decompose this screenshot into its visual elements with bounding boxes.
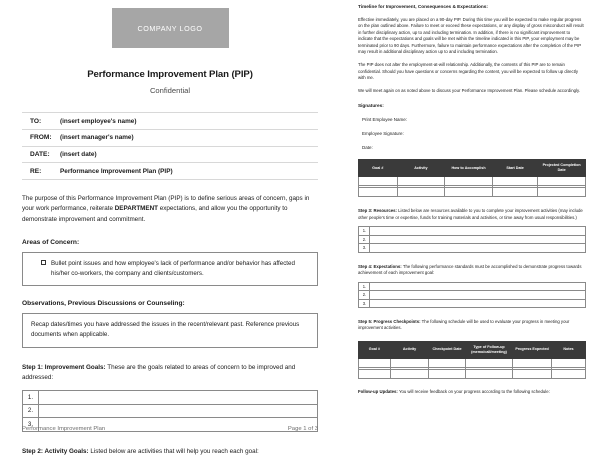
- cell-projected-completion-date[interactable]: [538, 188, 586, 197]
- cell-checkpoint-date[interactable]: [429, 358, 465, 367]
- signature-date[interactable]: Date:: [362, 145, 373, 151]
- table-header-row: [359, 341, 586, 358]
- memo-value-from: (insert manager's name): [60, 134, 134, 142]
- step3-row-input[interactable]: [370, 244, 586, 253]
- cell-start-date[interactable]: [492, 176, 537, 185]
- at-will-paragraph: The PIP does not alter the employment-at-will relationship. Additionally, the contents of this PIP are to remain confidential. Should you have questions or concerns regarding the content, you will be expected to follow up directly with me.: [358, 62, 578, 81]
- memo-row-from: [22, 130, 318, 147]
- step2-label: Step 2: Activity Goals:: [22, 447, 89, 455]
- cell-start-date[interactable]: [492, 188, 537, 197]
- step3-row-number: 2.: [359, 235, 370, 244]
- pip-page-2: [340, 0, 600, 450]
- col-activity: Activity: [390, 341, 429, 358]
- step2-heading: [22, 447, 318, 457]
- step1-row-number: 3.: [23, 418, 39, 432]
- step5-description: The following schedule will be used to evaluate your progress in meeting your improvement activities.: [358, 319, 570, 331]
- col-projected-completion-date: Projected Completion Date: [538, 160, 586, 177]
- cell-activity[interactable]: [390, 370, 429, 379]
- step3-row-number: 3.: [359, 244, 370, 253]
- footer-document-name: Performance Improvement Plan: [22, 426, 106, 432]
- step3-description: Listed below are resources available to you to complete your improvement activities (may include other people's time or expertise, funds for training materials and activities, or time away from usual responsibilities.): [358, 208, 583, 220]
- page-subtitle: Confidential: [149, 86, 191, 95]
- followup-label: Follow-up Updates:: [358, 389, 398, 394]
- progress-checkpoints-table[interactable]: [358, 341, 586, 379]
- areas-of-concern-heading: Areas of Concern:: [22, 238, 80, 246]
- cell-progress-expected[interactable]: [513, 370, 552, 379]
- col-goal-number: Goal #: [359, 160, 398, 177]
- col-notes: Notes: [551, 341, 585, 358]
- purpose-text-bold: DEPARTMENT: [114, 205, 159, 213]
- areas-of-concern-box: [22, 252, 318, 287]
- observations-box: Recap dates/times you have addressed the issues in the recent/relevant past. Reference previous documents when applicable.: [22, 313, 318, 348]
- followup-description: You will receive feedback on your progress according to the following schedule:: [397, 389, 550, 394]
- cell-activity[interactable]: [390, 358, 429, 367]
- memo-value-date: (insert date): [60, 151, 97, 159]
- cell-activity[interactable]: [397, 176, 445, 185]
- step3-row-number: 1.: [359, 227, 370, 236]
- table-row[interactable]: [359, 370, 586, 379]
- table-row[interactable]: [359, 188, 586, 197]
- signature-employee[interactable]: Employee Signature:: [362, 131, 404, 137]
- signatures-heading: Signatures:: [358, 103, 384, 109]
- cell-notes[interactable]: [551, 370, 585, 379]
- col-activity: Activity: [397, 160, 445, 177]
- step4-label: Step 4: Expectations:: [358, 263, 402, 269]
- step1-row-number: 2.: [23, 404, 39, 418]
- cell-goal-number[interactable]: [359, 176, 398, 185]
- purpose-paragraph: [22, 194, 318, 225]
- followup-updates-heading: [358, 389, 586, 395]
- timeline-heading: Timeline for Improvement, Consequences & Expectations:: [358, 4, 488, 9]
- table-row[interactable]: [359, 235, 586, 244]
- table-row[interactable]: [23, 404, 318, 418]
- step4-expectations-table[interactable]: [358, 282, 586, 309]
- step4-row-number: 3.: [359, 299, 370, 308]
- memo-row-to: [22, 112, 318, 130]
- logo-container: [22, 6, 318, 48]
- step1-row-input[interactable]: [39, 404, 318, 418]
- observations-heading: Observations, Previous Discussions or Counseling:: [22, 300, 185, 308]
- table-row[interactable]: [359, 176, 586, 185]
- step4-row-number: 1.: [359, 282, 370, 291]
- page-footer: [22, 426, 318, 432]
- memo-row-date: [22, 147, 318, 164]
- table-row[interactable]: [359, 282, 586, 291]
- step4-row-input[interactable]: [370, 282, 586, 291]
- step1-row-input[interactable]: [39, 391, 318, 405]
- meeting-paragraph: We will meet again on as noted above to discuss your Performance Improvement Plan. Please schedule accordingly.: [358, 87, 580, 93]
- step2-description: Listed below are activities that will help you reach each goal:: [88, 447, 259, 455]
- page-title: Performance Improvement Plan (PIP): [87, 69, 253, 80]
- step3-label: Step 3: Resources:: [358, 208, 397, 214]
- memo-value-to: (insert employee's name): [60, 117, 137, 125]
- signature-print-name[interactable]: Print Employee Name:: [362, 117, 408, 123]
- step4-description: The following performance standards must be accomplished to demonstrate progress towards achievement of each improvement goal:: [358, 263, 582, 276]
- col-progress-expected: Progress Expected: [513, 341, 552, 358]
- cell-goal-number[interactable]: [359, 188, 398, 197]
- step4-heading: [358, 264, 586, 277]
- col-goal-number: Goal #: [359, 341, 391, 358]
- step4-row-input[interactable]: [370, 291, 586, 300]
- step3-resources-table[interactable]: [358, 226, 586, 253]
- cell-how-to-accomplish[interactable]: [445, 188, 493, 197]
- cell-projected-completion-date[interactable]: [538, 176, 586, 185]
- footer-page-number: Page 1 of 3: [287, 426, 318, 432]
- memo-label-re: RE:: [30, 167, 42, 175]
- step1-description: These are the goals related to areas of concern to be improved and addressed:: [22, 363, 296, 381]
- table-row[interactable]: [359, 291, 586, 300]
- cell-notes[interactable]: [551, 358, 585, 367]
- cell-goal-number[interactable]: [359, 358, 391, 367]
- table-row[interactable]: [359, 227, 586, 236]
- table-row[interactable]: [359, 358, 586, 367]
- table-row[interactable]: [359, 244, 586, 253]
- step5-heading: [358, 319, 586, 332]
- step5-label: Step 5: Progress Checkpoints:: [358, 319, 421, 324]
- step4-row-number: 2.: [359, 291, 370, 300]
- col-start-date: Start Date: [492, 160, 537, 177]
- step1-heading: [22, 363, 318, 383]
- memo-label-to: TO:: [30, 117, 42, 125]
- goal-activity-table[interactable]: [358, 159, 586, 197]
- memo-label-date: DATE:: [30, 151, 50, 159]
- memo-value-re: Performance Improvement Plan (PIP): [60, 167, 173, 175]
- checkbox-icon[interactable]: [41, 260, 46, 265]
- cell-progress-expected[interactable]: [513, 358, 552, 367]
- step1-label: Step 1: Improvement Goals:: [22, 363, 106, 371]
- timeline-paragraph: Effective immediately, you are placed on a 90-day PIP. During this time you will be expected to make regular progress on the plan outlined above. Failure to meet or exceed these expectations, or any display of gross misconduct will result in further disciplinary action, up to and including termination. In addition, if there is no significant improvement to indicate that the expectations and goals will be met within the timeline indicated in this PIP, your employment may be terminated prior to 90 days. Furthermore, failure to maintain performance expectations after the completion of the PIP may result in additional disciplinary action up to and including termination.: [358, 16, 584, 55]
- cell-how-to-accomplish[interactable]: [445, 176, 493, 185]
- purpose-text-after: expectations, and allow you the opportunity to demonstrate improvement and commitment.: [22, 205, 288, 223]
- col-checkpoint-date: Checkpoint Date: [429, 341, 465, 358]
- step4-row-input[interactable]: [370, 299, 586, 308]
- cell-type-of-followup[interactable]: [465, 370, 513, 379]
- company-logo-label: COMPANY LOGO: [137, 23, 203, 33]
- table-header-row: [359, 160, 586, 177]
- cell-checkpoint-date[interactable]: [429, 370, 465, 379]
- col-type-of-followup: Type of Follow-up (memo/call/meeting): [465, 341, 513, 358]
- col-how-to-accomplish: How to Accomplish: [445, 160, 493, 177]
- memo-header-block: [22, 112, 318, 180]
- step1-row-number: 1.: [23, 391, 39, 405]
- memo-row-re: [22, 163, 318, 180]
- memo-label-from: FROM:: [30, 134, 52, 142]
- step3-row-input[interactable]: [370, 235, 586, 244]
- cell-activity[interactable]: [397, 188, 445, 197]
- areas-of-concern-text: Bullet point issues and how employee's lack of performance and/or behavior has affected his/her co-workers, the company and clients/customers.: [51, 259, 295, 277]
- step3-row-input[interactable]: [370, 227, 586, 236]
- cell-type-of-followup[interactable]: [465, 358, 513, 367]
- cell-goal-number[interactable]: [359, 370, 391, 379]
- table-row[interactable]: [359, 299, 586, 308]
- purpose-text-before: The purpose of this Performance Improvement Plan (PIP) is to define serious areas of concern, gaps in your work performance, reiterate: [22, 195, 310, 213]
- step3-heading: [358, 208, 586, 221]
- company-logo-placeholder: [112, 8, 229, 48]
- table-row[interactable]: [23, 391, 318, 405]
